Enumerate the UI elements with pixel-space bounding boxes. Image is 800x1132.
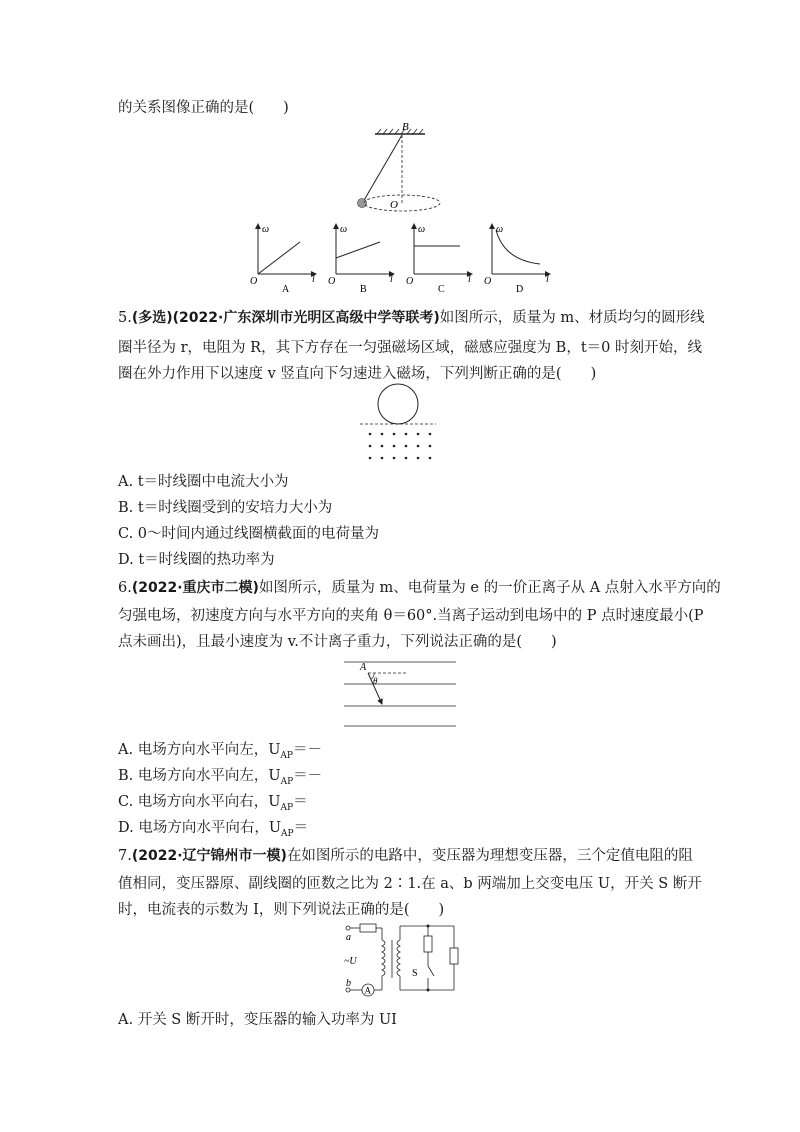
graph-A-letter: A — [282, 284, 290, 295]
q7-number: 7. — [118, 848, 132, 864]
q7-source-tag: (2022·辽宁锦州市一模) — [131, 848, 287, 864]
q6-label-A: A — [360, 662, 367, 673]
graph-C — [406, 224, 472, 295]
q5-stem-text: 如图所示，质量为 m、材质均匀的圆形线 — [439, 310, 705, 326]
q7-switch-label: S — [412, 968, 418, 979]
q6-option-d[interactable]: D. 电场方向水平向右，$U_{AP}=$ — [118, 820, 309, 839]
q7-label-b: b — [346, 978, 351, 989]
svg-text:l: l — [312, 274, 315, 285]
svg-text:ω: ω — [262, 224, 270, 235]
svg-text:O: O — [406, 276, 414, 287]
svg-text:O: O — [484, 276, 492, 287]
q7-stem-line2: 值相同，变压器原、副线圈的匝数之比为 2∶1.在 a、b 两端加上交变电压 U，开关 S 断开 — [118, 876, 702, 892]
q4-graphs-figure — [250, 220, 560, 296]
q6-label-theta: θ — [373, 676, 378, 686]
q5-option-d[interactable]: D. t＝时线圈的热功率为 — [118, 552, 275, 568]
svg-text:l: l — [390, 274, 393, 285]
q7-label-U: ~U — [344, 956, 357, 967]
q5-option-c[interactable]: C. 0～时间内通过线圈横截面的电荷量为 — [118, 526, 380, 542]
q6-stem-line2: 匀强电场，初速度方向与水平方向的夹角 θ＝60°.当离子运动到电场中的 P 点时速度最小(P — [118, 608, 704, 624]
q6-option-b[interactable]: B. 电场方向水平向左，$U_{AP}=-$ — [118, 768, 323, 787]
svg-text:l: l — [546, 274, 549, 285]
q7-circuit-figure — [342, 918, 466, 1004]
svg-text:ω: ω — [496, 224, 504, 235]
q6-option-a[interactable]: A. 电场方向水平向左，$U_{AP}=-$ — [118, 742, 322, 761]
q7-stem-line1 — [118, 846, 693, 866]
graph-B-letter: B — [360, 284, 367, 295]
graph-A — [250, 224, 316, 295]
q7-option-a[interactable]: A. 开关 S 断开时，变压器的输入功率为 UI — [118, 1012, 397, 1028]
q5-stem-line2: 圈半径为 r，电阻为 R，其下方存在一匀强磁场区域，磁感应强度为 B，t＝0 时刻开始，线 — [118, 340, 702, 356]
q7-stem-line3: 时，电流表的示数为 I，则下列说法正确的是( ) — [118, 902, 445, 918]
q4-pendulum-figure — [350, 118, 450, 218]
q4-label-B: B — [402, 121, 409, 133]
q5-source-tag: (多选)(2022·广东深圳市光明区高级中学等联考) — [131, 310, 440, 326]
graph-D — [484, 224, 550, 295]
graph-C-letter: C — [438, 284, 445, 295]
q7-stem-text: 在如图所示的电路中，变压器为理想变压器，三个定值电阻的阻 — [286, 848, 693, 864]
svg-text:ω: ω — [418, 224, 426, 235]
q6-field-figure — [340, 658, 460, 730]
q7-ammeter-label: A — [364, 985, 371, 996]
graph-B — [328, 224, 394, 295]
q7-label-a: a — [346, 932, 351, 943]
q4-question-tail: 的关系图像正确的是( ) — [118, 100, 289, 116]
q5-number: 5. — [118, 310, 132, 326]
q6-stem-line3: 点未画出)，且最小速度为 v.不计离子重力，下列说法正确的是( ) — [118, 634, 557, 650]
q5-stem-line3: 圈在外力作用下以速度 v 竖直向下匀速进入磁场，下列判断正确的是( ) — [118, 366, 597, 382]
q4-label-O: O — [390, 199, 398, 211]
svg-text:ω: ω — [340, 224, 348, 235]
q6-number: 6. — [118, 580, 132, 596]
svg-text:O: O — [250, 276, 258, 287]
q6-source-tag: (2022·重庆市二模) — [131, 580, 259, 596]
svg-text:O: O — [328, 276, 336, 287]
q5-option-a[interactable]: A. t＝时线圈中电流大小为 — [118, 474, 289, 490]
svg-text:l: l — [468, 274, 471, 285]
q5-option-b[interactable]: B. t＝时线圈受到的安培力大小为 — [118, 500, 333, 516]
q6-stem-text: 如图所示，质量为 m、电荷量为 e 的一价正离子从 A 点射入水平方向的 — [258, 580, 721, 596]
q6-option-c[interactable]: C. 电场方向水平向右，$U_{AP}=$ — [118, 794, 308, 813]
q6-stem-line1 — [118, 578, 721, 598]
graph-D-letter: D — [516, 284, 524, 295]
q5-coil-field-figure — [358, 382, 438, 464]
q5-stem-line1 — [118, 308, 705, 328]
